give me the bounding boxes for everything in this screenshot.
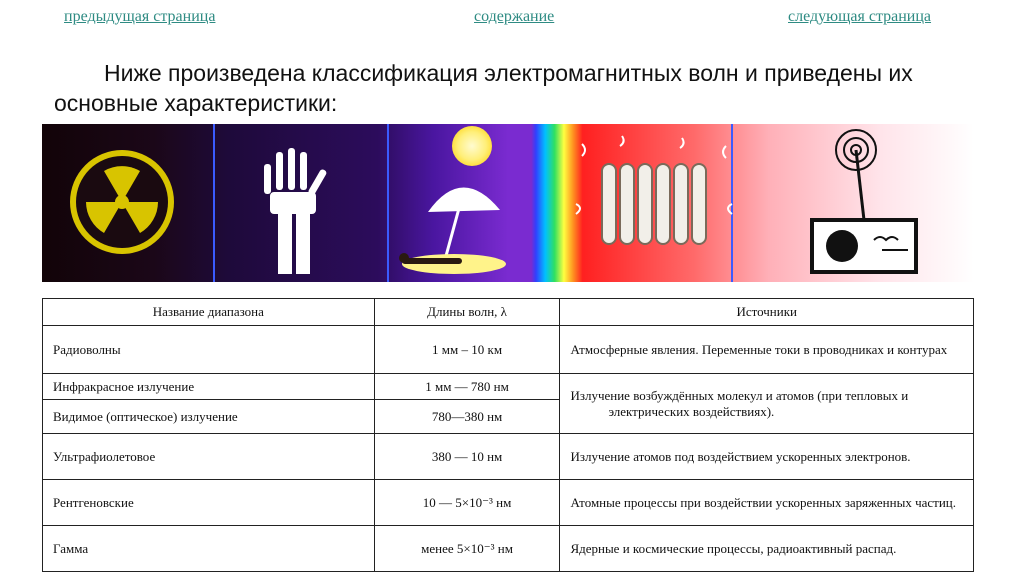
range-name: Ультрафиолетовое	[43, 434, 375, 480]
range-name: Инфракрасное излучение	[43, 374, 375, 400]
table-header-row	[43, 299, 974, 326]
radiation-icon	[70, 150, 174, 254]
range-name: Радиоволны	[43, 326, 375, 374]
source-text: Излучение атомов под воздействием ускоренных электронов.	[570, 448, 911, 464]
range-source	[560, 480, 974, 526]
table-row	[43, 326, 974, 374]
range-name: Видимое (оптическое) излучение	[43, 400, 375, 434]
range-wavelength: 10 — 5×10⁻³ нм	[374, 480, 560, 526]
spectrum-illustration	[42, 124, 974, 282]
table-row	[43, 434, 974, 480]
source-text: Ядерные и космические процессы, радиоактивный распад.	[570, 540, 897, 556]
source-text: Излучение возбуждённых молекул и атомов (при тепловых и электрических воздействиях).	[570, 387, 909, 419]
range-wavelength: 380 — 10 нм	[374, 434, 560, 480]
source-text: Атмосферные явления. Переменные токи в проводниках и контурах	[570, 341, 948, 357]
range-name: Рентгеновские	[43, 480, 375, 526]
header-wavelength: Длины волн, λ	[374, 299, 560, 326]
range-wavelength: 1 мм — 780 нм	[374, 374, 560, 400]
range-wavelength: менее 5×10⁻³ нм	[374, 526, 560, 572]
range-source	[560, 374, 974, 434]
wave-ranges-table	[42, 298, 974, 572]
intro-text: Ниже произведена классификация электромагнитных волн и приведены их основные характеристики:	[54, 60, 913, 116]
header-sources: Источники	[560, 299, 974, 326]
table-row	[43, 480, 974, 526]
range-source	[560, 326, 974, 374]
next-page-link[interactable]: следующая страница	[788, 8, 932, 25]
range-source	[560, 434, 974, 480]
table-row	[43, 526, 974, 572]
range-wavelength: 780—380 нм	[374, 400, 560, 434]
range-name: Гамма	[43, 526, 375, 572]
spectrum-banner	[42, 124, 974, 282]
source-text: Атомные процессы при воздействии ускоренных заряженных частиц.	[570, 494, 957, 510]
header-range-name: Название диапазона	[43, 299, 375, 326]
range-source	[560, 526, 974, 572]
contents-link[interactable]: содержание	[474, 8, 555, 25]
table-row	[43, 374, 974, 400]
range-wavelength: 1 мм – 10 км	[374, 326, 560, 374]
prev-page-link[interactable]: предыдущая страница	[64, 8, 216, 25]
